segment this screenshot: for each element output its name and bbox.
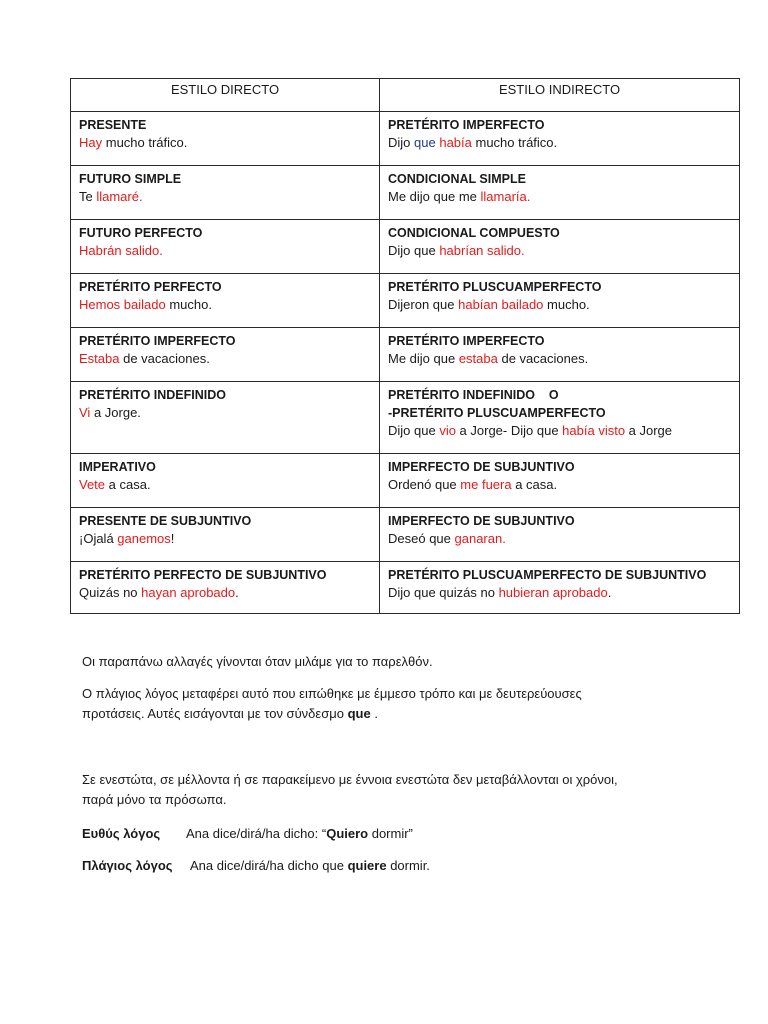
- indirect-speech-term: Πλάγιος λόγος: [82, 858, 173, 873]
- indirect-cell: [380, 562, 740, 614]
- indirect-cell: [380, 274, 740, 328]
- note-indirect-speech: [82, 684, 722, 724]
- example-text: Quizás no: [79, 585, 142, 600]
- note-past-changes: Οι παραπάνω αλλαγές γίνονται όταν μιλάμε για το παρελθόν.: [82, 654, 433, 669]
- table-row: [71, 112, 740, 166]
- indirect-cell: [380, 382, 740, 454]
- note-present-line2: παρά μόνο τα πρόσωπα.: [82, 792, 227, 807]
- highlighted-verb: Hemos bailado: [79, 297, 166, 312]
- direct-speech-text: Ana dice/dirá/ha dicho: “: [186, 826, 327, 841]
- indirect-tense-name: -PRETÉRITO PLUSCUAMPERFECTO: [388, 406, 606, 420]
- indirect-speech-text: Ana dice/dirá/ha dicho que: [190, 858, 348, 873]
- indirect-tense-name: IMPERFECTO DE SUBJUNTIVO: [388, 514, 575, 528]
- indirect-cell: [380, 220, 740, 274]
- direct-cell: [71, 562, 380, 614]
- example-text: Dijo que: [388, 243, 440, 258]
- highlighted-verb: Habrán salido.: [79, 243, 163, 258]
- example-text: Te: [79, 189, 97, 204]
- direct-tense-name: PRETÉRITO PERFECTO DE SUBJUNTIVO: [79, 568, 327, 582]
- example-text: mucho.: [165, 297, 212, 312]
- example-text: mucho tráfico.: [471, 135, 558, 150]
- direct-tense-name: FUTURO SIMPLE: [79, 172, 182, 186]
- direct-cell: [71, 166, 380, 220]
- indirect-cell: [380, 166, 740, 220]
- note-indirect-line2-text: προτάσεις. Αυτές εισάγονται με τον σύνδεσμο: [82, 706, 348, 721]
- direct-example: [79, 242, 371, 260]
- indirect-tense-name: CONDICIONAL COMPUESTO: [388, 226, 560, 240]
- indirect-example: [388, 476, 731, 494]
- example-text: Ordenó que: [388, 477, 461, 492]
- indirect-example: [388, 422, 731, 440]
- direct-cell: [71, 274, 380, 328]
- direct-example: [79, 188, 371, 206]
- indirect-example: [388, 350, 731, 368]
- direct-example: [79, 350, 371, 368]
- example-text: Dijeron que: [388, 297, 459, 312]
- indirect-tense-name: PRETÉRITO PLUSCUAMPERFECTO: [388, 280, 602, 294]
- highlighted-verb: hayan aprobado: [141, 585, 236, 600]
- direct-tense-name: PRETÉRITO IMPERFECTO: [79, 334, 236, 348]
- table-row: [71, 454, 740, 508]
- table-row: [71, 562, 740, 614]
- direct-tense-name: PRESENTE DE SUBJUNTIVO: [79, 514, 252, 528]
- direct-cell: [71, 454, 380, 508]
- example-text: a casa.: [511, 477, 558, 492]
- conjunction-keyword: que: [347, 706, 371, 721]
- indirect-tense-name: PRETÉRITO IMPERFECTO: [388, 118, 545, 132]
- indirect-example: [388, 584, 731, 602]
- direct-cell: [71, 112, 380, 166]
- example-text: de vacaciones.: [497, 351, 589, 366]
- highlighted-verb: Vi: [79, 405, 91, 420]
- highlighted-verb: había visto: [562, 423, 626, 438]
- direct-speech-verb: Quiero: [326, 826, 369, 841]
- example-text: a Jorge: [625, 423, 673, 438]
- direct-speech-term: Ευθύς λόγος: [82, 826, 161, 841]
- indirect-cell: [380, 112, 740, 166]
- example-text: Dijo que: [388, 423, 440, 438]
- example-text: Me dijo que me: [388, 189, 481, 204]
- indirect-cell: [380, 508, 740, 562]
- note-present-tenses: [82, 770, 722, 810]
- example-text: de vacaciones.: [119, 351, 210, 366]
- example-text: mucho tráfico.: [102, 135, 188, 150]
- indirect-example: [388, 530, 731, 548]
- table-header-row: [71, 79, 740, 112]
- highlighted-verb: habían bailado: [458, 297, 544, 312]
- direct-tense-name: FUTURO PERFECTO: [79, 226, 203, 240]
- highlighted-verb: llamaré.: [96, 189, 143, 204]
- table-row: [71, 382, 740, 454]
- example-text: a Jorge.: [90, 405, 141, 420]
- indirect-tense-name: PRETÉRITO INDEFINIDO O: [388, 388, 559, 402]
- indirect-speech-end: dormir.: [386, 858, 430, 873]
- direct-cell: [71, 328, 380, 382]
- tense-conversion-table: [70, 78, 740, 614]
- example-text: !: [170, 531, 175, 546]
- example-text: .: [607, 585, 612, 600]
- table-body: [71, 112, 740, 614]
- indirect-tense-name: PRETÉRITO PLUSCUAMPERFECTO DE SUBJUNTIVO: [388, 568, 707, 582]
- note-indirect-line2: [82, 704, 722, 724]
- highlighted-verb: Estaba: [79, 351, 120, 366]
- table-row: [71, 166, 740, 220]
- direct-tense-name: PRESENTE: [79, 118, 147, 132]
- direct-example: [79, 296, 371, 314]
- indirect-tense-name: IMPERFECTO DE SUBJUNTIVO: [388, 460, 575, 474]
- indirect-speech-verb: quiere: [347, 858, 387, 873]
- highlighted-verb: ganaran.: [454, 531, 506, 546]
- note-indirect-line1: Ο πλάγιος λόγος μεταφέρει αυτό που ειπώθηκε με έμμεσο τρόπο και με δευτερεύουσες: [82, 686, 582, 701]
- direct-speech-end: dormir”: [368, 826, 413, 841]
- direct-example: [79, 584, 371, 602]
- example-text: Deseó que: [388, 531, 455, 546]
- highlighted-verb: me fuera: [460, 477, 512, 492]
- direct-cell: [71, 382, 380, 454]
- direct-example: [79, 404, 371, 422]
- indirect-cell: [380, 454, 740, 508]
- indirect-cell: [380, 328, 740, 382]
- table-row: [71, 508, 740, 562]
- example-text: ¡Ojalá: [79, 531, 118, 546]
- example-text: Dijo: [388, 135, 415, 150]
- header-indirect-style: ESTILO INDIRECTO: [380, 79, 740, 112]
- indirect-example: [388, 242, 731, 260]
- example-text: a Jorge- Dijo que: [455, 423, 563, 438]
- conjunction-word: que: [414, 135, 436, 150]
- example-text: Dijo que quizás no: [388, 585, 499, 600]
- example-text: mucho.: [543, 297, 590, 312]
- table-row: [71, 328, 740, 382]
- indirect-tense-name: CONDICIONAL SIMPLE: [388, 172, 526, 186]
- note-present-line1: Σε ενεστώτα, σε μέλλοντα ή σε παρακείμενο με έννοια ενεστώτα δεν μεταβάλλονται οι χρόνοι,: [82, 772, 618, 787]
- direct-cell: [71, 220, 380, 274]
- header-direct-style: ESTILO DIRECTO: [71, 79, 380, 112]
- table-row: [71, 220, 740, 274]
- table-row: [71, 274, 740, 328]
- direct-tense-name: PRETÉRITO INDEFINIDO: [79, 388, 227, 402]
- example-text: .: [235, 585, 239, 600]
- highlighted-verb: vio: [439, 423, 456, 438]
- indirect-example: [388, 134, 731, 152]
- highlighted-verb: hubieran aprobado: [498, 585, 608, 600]
- note-indirect-line2-end: .: [370, 706, 378, 721]
- highlighted-verb: había: [439, 135, 472, 150]
- highlighted-verb: habrían salido.: [439, 243, 525, 258]
- indirect-example: [388, 188, 731, 206]
- direct-tense-name: IMPERATIVO: [79, 460, 156, 474]
- highlighted-verb: ganemos: [117, 531, 171, 546]
- direct-tense-name: PRETÉRITO PERFECTO: [79, 280, 222, 294]
- example-text: a casa.: [105, 477, 151, 492]
- highlighted-verb: Hay: [79, 135, 103, 150]
- direct-cell: [71, 508, 380, 562]
- highlighted-verb: Vete: [79, 477, 106, 492]
- direct-example: [79, 476, 371, 494]
- highlighted-verb: llamaría.: [480, 189, 531, 204]
- direct-example: [79, 134, 371, 152]
- example-direct-speech: [82, 824, 722, 844]
- example-indirect-speech: [82, 856, 722, 876]
- direct-example: [79, 530, 371, 548]
- example-text: Me dijo que: [388, 351, 459, 366]
- highlighted-verb: estaba: [458, 351, 498, 366]
- indirect-example: [388, 296, 731, 314]
- indirect-tense-name: PRETÉRITO IMPERFECTO: [388, 334, 545, 348]
